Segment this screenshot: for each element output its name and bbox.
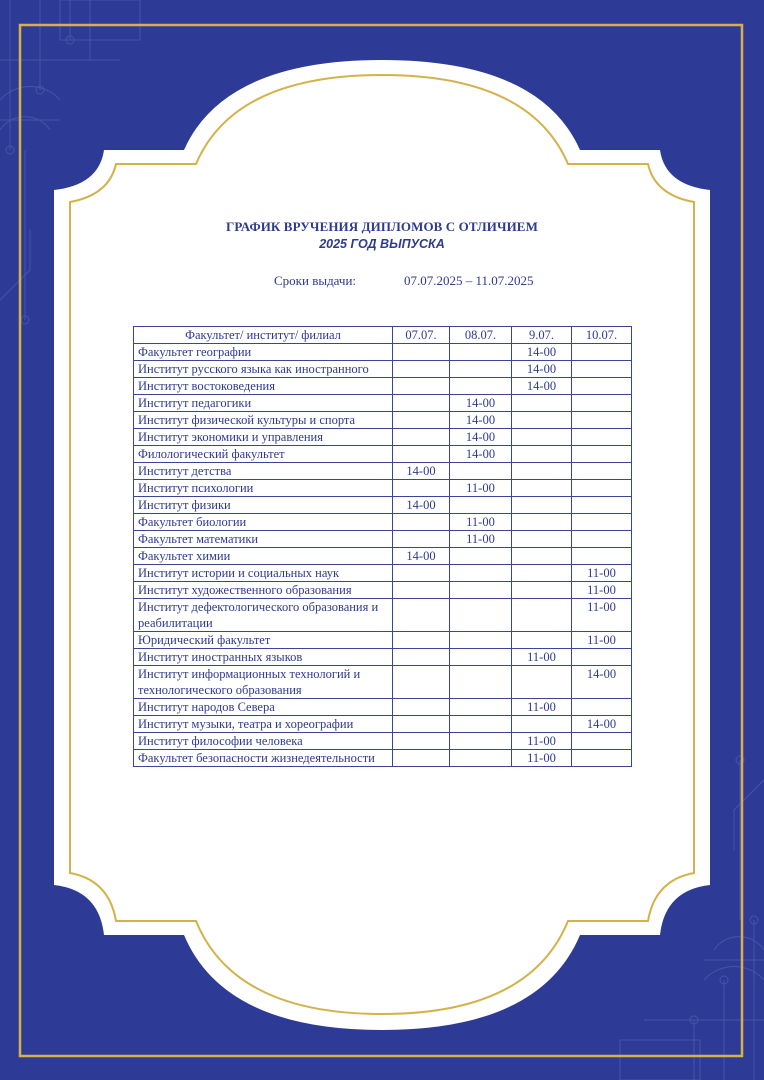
time-cell: [572, 750, 632, 767]
faculty-name-cell: Институт экономики и управления: [134, 429, 393, 446]
time-cell: 14-00: [512, 344, 572, 361]
faculty-name-cell: Институт музыки, театра и хореографии: [134, 716, 393, 733]
time-cell: [450, 344, 512, 361]
time-cell: [512, 548, 572, 565]
time-cell: 11-00: [572, 565, 632, 582]
time-cell: [393, 514, 450, 531]
time-cell: [512, 599, 572, 632]
table-row: [134, 649, 632, 666]
table-row: [134, 378, 632, 395]
time-cell: [572, 699, 632, 716]
time-cell: [393, 480, 450, 497]
table-body: [134, 344, 632, 767]
time-cell: 11-00: [512, 649, 572, 666]
column-header: 07.07.: [393, 327, 450, 344]
faculty-name-cell: Юридический факультет: [134, 632, 393, 649]
time-cell: [512, 446, 572, 463]
faculty-name-cell: Институт русского языка как иностранного: [134, 361, 393, 378]
time-cell: [512, 666, 572, 699]
table-row: [134, 429, 632, 446]
table-row: [134, 514, 632, 531]
time-cell: 14-00: [512, 378, 572, 395]
time-cell: 11-00: [450, 480, 512, 497]
time-cell: [393, 733, 450, 750]
faculty-name-cell: Институт художественного образования: [134, 582, 393, 599]
time-cell: [512, 565, 572, 582]
faculty-name-cell: Институт востоковедения: [134, 378, 393, 395]
column-header: 9.07.: [512, 327, 572, 344]
time-cell: 11-00: [450, 514, 512, 531]
time-cell: [572, 733, 632, 750]
time-cell: [393, 666, 450, 699]
table-row: [134, 733, 632, 750]
time-cell: 14-00: [450, 412, 512, 429]
time-cell: [393, 699, 450, 716]
column-header: 10.07.: [572, 327, 632, 344]
table-row: [134, 412, 632, 429]
faculty-name-cell: Институт психологии: [134, 480, 393, 497]
table-row: [134, 565, 632, 582]
table-row: [134, 599, 632, 632]
time-cell: 14-00: [512, 361, 572, 378]
time-cell: 11-00: [512, 699, 572, 716]
table-row: [134, 531, 632, 548]
faculty-name-cell: Институт народов Севера: [134, 699, 393, 716]
time-cell: [393, 361, 450, 378]
faculty-name-cell: Институт детства: [134, 463, 393, 480]
time-cell: [450, 378, 512, 395]
faculty-name-cell: Институт физической культуры и спорта: [134, 412, 393, 429]
table-row: [134, 582, 632, 599]
time-cell: [393, 395, 450, 412]
time-cell: [512, 395, 572, 412]
faculty-name-cell: Институт физики: [134, 497, 393, 514]
time-cell: [512, 497, 572, 514]
time-cell: [572, 378, 632, 395]
time-cell: [512, 582, 572, 599]
faculty-name-cell: Факультет биологии: [134, 514, 393, 531]
time-cell: [393, 599, 450, 632]
faculty-name-cell: Факультет математики: [134, 531, 393, 548]
faculty-name-cell: Факультет географии: [134, 344, 393, 361]
time-cell: [450, 699, 512, 716]
time-cell: [512, 463, 572, 480]
faculty-name-cell: Факультет безопасности жизнедеятельности: [134, 750, 393, 767]
table-row: [134, 699, 632, 716]
time-cell: [572, 649, 632, 666]
time-cell: 14-00: [450, 446, 512, 463]
time-cell: [572, 446, 632, 463]
document-subtitle: 2025 ГОД ВЫПУСКА: [319, 237, 445, 251]
time-cell: [393, 378, 450, 395]
time-cell: [393, 446, 450, 463]
time-cell: 14-00: [450, 395, 512, 412]
time-cell: [572, 531, 632, 548]
faculty-name-cell: Институт иностранных языков: [134, 649, 393, 666]
time-cell: [450, 733, 512, 750]
issue-period-label: Сроки выдачи:: [274, 273, 357, 288]
time-cell: [393, 429, 450, 446]
time-cell: [572, 514, 632, 531]
faculty-name-cell: Институт дефектологического образования и реабилитации: [134, 599, 393, 632]
time-cell: 14-00: [572, 666, 632, 699]
time-cell: [393, 716, 450, 733]
table-row: [134, 480, 632, 497]
time-cell: [450, 649, 512, 666]
time-cell: [450, 582, 512, 599]
table-row: [134, 632, 632, 649]
time-cell: [393, 750, 450, 767]
document-title: ГРАФИК ВРУЧЕНИЯ ДИПЛОМОВ С ОТЛИЧИЕМ: [226, 219, 538, 234]
time-cell: 11-00: [572, 632, 632, 649]
faculty-name-cell: Факультет химии: [134, 548, 393, 565]
time-cell: [450, 548, 512, 565]
time-cell: [572, 361, 632, 378]
time-cell: [450, 716, 512, 733]
time-cell: [393, 412, 450, 429]
time-cell: [572, 412, 632, 429]
time-cell: [450, 463, 512, 480]
time-cell: [512, 716, 572, 733]
time-cell: 14-00: [450, 429, 512, 446]
table-row: [134, 446, 632, 463]
faculty-name-cell: Институт истории и социальных наук: [134, 565, 393, 582]
time-cell: [572, 548, 632, 565]
faculty-name-cell: Филологический факультет: [134, 446, 393, 463]
time-cell: 11-00: [572, 599, 632, 632]
time-cell: 11-00: [572, 582, 632, 599]
column-header: Факультет/ институт/ филиал: [134, 327, 393, 344]
time-cell: [572, 429, 632, 446]
table-row: [134, 666, 632, 699]
column-header: 08.07.: [450, 327, 512, 344]
time-cell: 11-00: [450, 531, 512, 548]
time-cell: [450, 632, 512, 649]
time-cell: [512, 531, 572, 548]
time-cell: [572, 480, 632, 497]
time-cell: [393, 582, 450, 599]
time-cell: [512, 412, 572, 429]
time-cell: 14-00: [393, 463, 450, 480]
time-cell: [393, 565, 450, 582]
table-row: [134, 463, 632, 480]
faculty-name-cell: Институт философии человека: [134, 733, 393, 750]
table-row: [134, 395, 632, 412]
table-row: [134, 361, 632, 378]
issue-period-dates: 07.07.2025 – 11.07.2025: [404, 273, 534, 288]
time-cell: [512, 480, 572, 497]
table-row: [134, 716, 632, 733]
time-cell: [572, 344, 632, 361]
time-cell: [450, 565, 512, 582]
faculty-name-cell: Институт педагогики: [134, 395, 393, 412]
time-cell: [512, 429, 572, 446]
schedule-table: [133, 326, 632, 767]
time-cell: [572, 497, 632, 514]
time-cell: [393, 649, 450, 666]
table-row: [134, 750, 632, 767]
time-cell: 14-00: [572, 716, 632, 733]
time-cell: [450, 361, 512, 378]
table-row: [134, 548, 632, 565]
time-cell: [450, 750, 512, 767]
time-cell: [572, 463, 632, 480]
time-cell: [450, 497, 512, 514]
time-cell: [393, 531, 450, 548]
time-cell: [393, 344, 450, 361]
time-cell: 11-00: [512, 750, 572, 767]
time-cell: [393, 632, 450, 649]
table-header-row: [134, 327, 632, 344]
faculty-name-cell: Институт информационных технологий и технологического образования: [134, 666, 393, 699]
time-cell: [512, 632, 572, 649]
table-row: [134, 497, 632, 514]
time-cell: [512, 514, 572, 531]
time-cell: [450, 666, 512, 699]
table-row: [134, 344, 632, 361]
time-cell: [572, 395, 632, 412]
time-cell: 14-00: [393, 548, 450, 565]
time-cell: 11-00: [512, 733, 572, 750]
time-cell: [450, 599, 512, 632]
time-cell: 14-00: [393, 497, 450, 514]
